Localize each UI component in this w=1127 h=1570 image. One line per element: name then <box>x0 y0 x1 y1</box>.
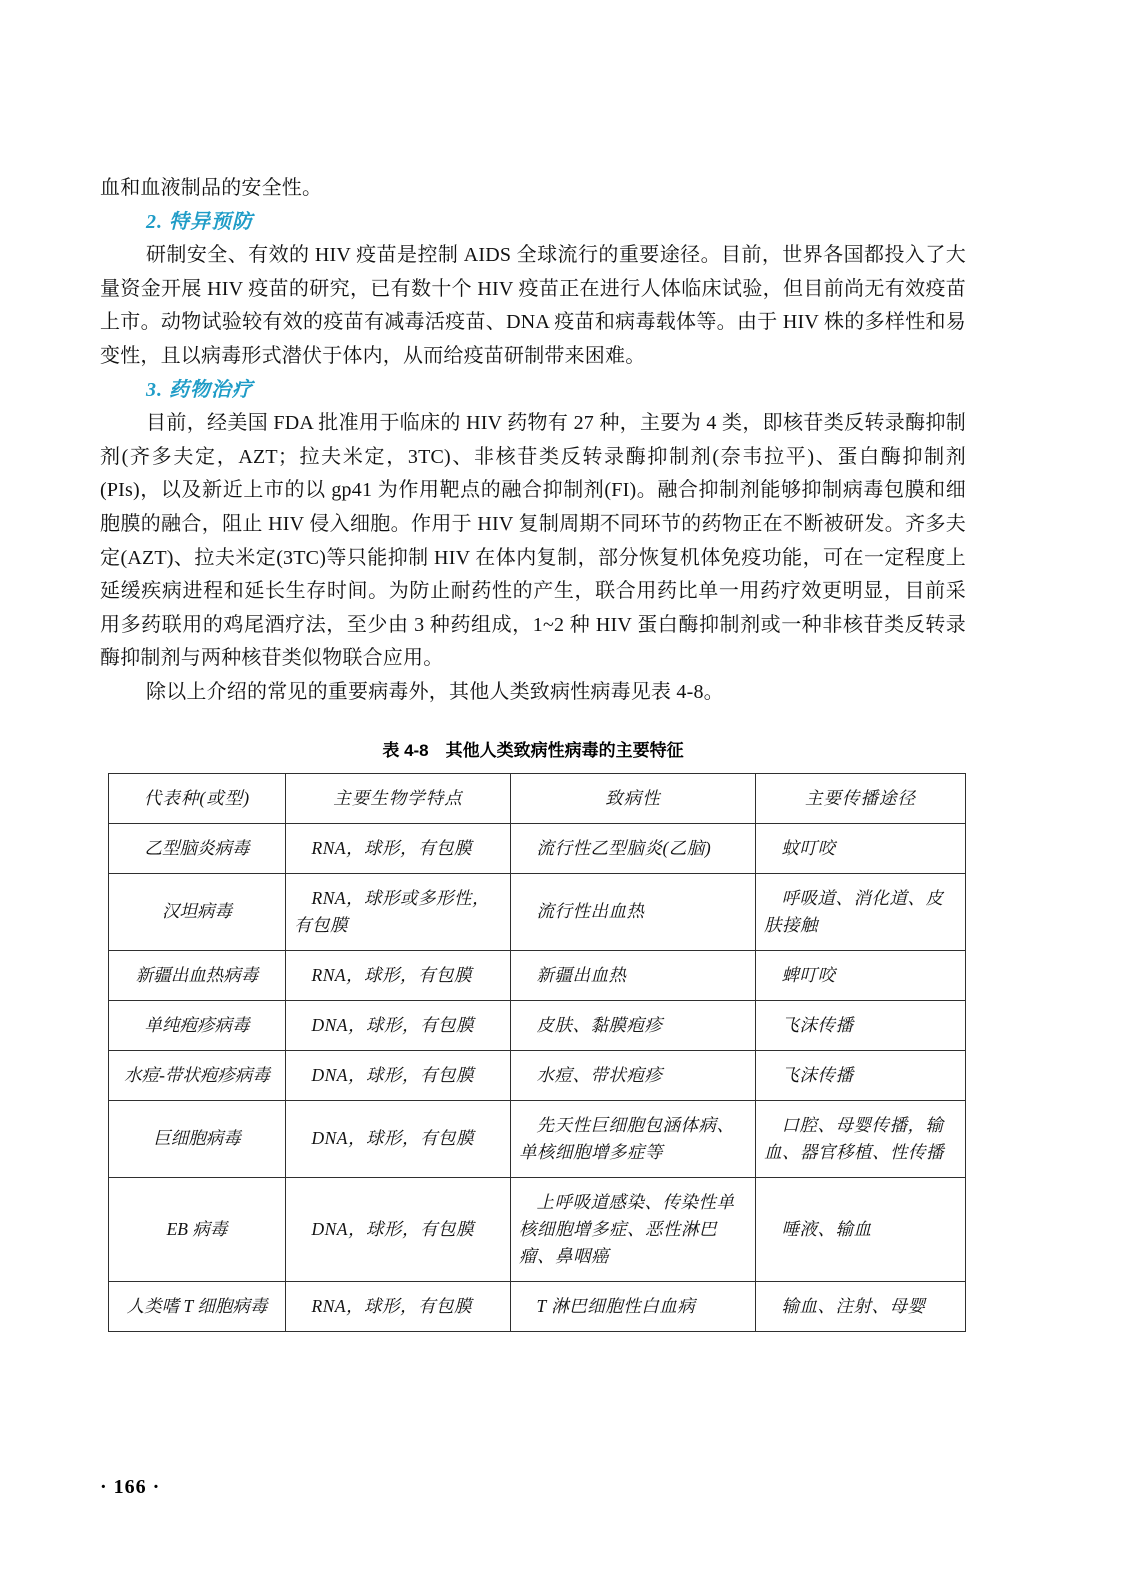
table-row <box>109 1000 966 1050</box>
table-cell: 上呼吸道感染、传染性单核细胞增多症、恶性淋巴瘤、鼻咽癌 <box>511 1177 756 1281</box>
table-cell: RNA，球形或多形性，有包膜 <box>286 873 511 950</box>
table-cell: 乙型脑炎病毒 <box>109 823 286 873</box>
virus-table <box>108 773 966 1332</box>
column-header-pathogenicity: 致病性 <box>511 773 756 823</box>
table-cell: 皮肤、黏膜疱疹 <box>511 1000 756 1050</box>
table-row <box>109 1177 966 1281</box>
paragraph-treatment: 目前，经美国 FDA 批准用于临床的 HIV 药物有 27 种，主要为 4 类，即核苷类反转录酶抑制剂(齐多夫定，AZT；拉夫米定，3TC)、非核苷类反转录酶抑制剂(奈韦拉平)、蛋白酶抑制剂(PIs)，以及新近上市的以 gp41 为作用靶点的融合抑制剂(FI)。融合抑制剂能够抑制病毒包膜和细胞膜的融合，阻止 HIV 侵入细胞。作用于 HIV 复制周期不同环节的药物正在不断被研发。齐多夫定(AZT)、拉夫米定(3TC)等只能抑制 HIV 在体内复制，部分恢复机体免疫功能，可在一定程度上延缓疾病进程和延长生存时间。为防止耐药性的产生，联合用药比单一用药疗效更明显，目前采用多药联用的鸡尾酒疗法，至少由 3 种药组成，1~2 种 HIV 蛋白酶抑制剂或一种非核苷类反转录酶抑制剂与两种核苷类似物联合应用。 <box>100 412 966 670</box>
table-row <box>109 1281 966 1331</box>
table-cell: 巨细胞病毒 <box>109 1100 286 1177</box>
table-caption: 表 4-8 其他人类致病性病毒的主要特征 <box>382 740 684 760</box>
section-heading-specific-prevention: 2. 特异预防 <box>146 210 253 233</box>
paragraph-prevention: 研制安全、有效的 HIV 疫苗是控制 AIDS 全球流行的重要途径。目前，世界各国都投入了大量资金开展 HIV 疫苗的研究，已有数十个 HIV 疫苗正在进行人体临床试验，但目前尚无有效疫苗上市。动物试验较有效的疫苗有减毒活疫苗、DNA 疫苗和病毒载体等。由于 HIV 株的多样性和易变性，且以病毒形式潜伏于体内，从而给疫苗研制带来困难。 <box>100 244 966 367</box>
table-cell: 飞沫传播 <box>756 1050 966 1100</box>
table-cell: 水痘-带状疱疹病毒 <box>109 1050 286 1100</box>
paragraph-table-lead-in: 除以上介绍的常见的重要病毒外，其他人类致病性病毒见表 4-8。 <box>146 680 724 703</box>
table-cell: 新疆出血热病毒 <box>109 950 286 1000</box>
table-header-row <box>109 773 966 823</box>
table-row <box>109 823 966 873</box>
paragraph-intro: 血和血液制品的安全性。 <box>100 177 323 199</box>
table-cell: RNA，球形，有包膜 <box>286 950 511 1000</box>
table-cell: RNA，球形，有包膜 <box>286 823 511 873</box>
table-cell: 水痘、带状疱疹 <box>511 1050 756 1100</box>
table-cell: 汉坦病毒 <box>109 873 286 950</box>
page-number: · 166 · <box>100 1476 161 1498</box>
table-cell: 唾液、输血 <box>756 1177 966 1281</box>
table-row <box>109 1050 966 1100</box>
table-cell: 新疆出血热 <box>511 950 756 1000</box>
table-cell: 蚊叮咬 <box>756 823 966 873</box>
table-cell: T 淋巴细胞性白血病 <box>511 1281 756 1331</box>
section-heading-drug-treatment: 3. 药物治疗 <box>146 378 253 401</box>
table-row <box>109 873 966 950</box>
column-header-transmission: 主要传播途径 <box>756 773 966 823</box>
table-cell: 先天性巨细胞包涵体病、单核细胞增多症等 <box>511 1100 756 1177</box>
column-header-biology: 主要生物学特点 <box>286 773 511 823</box>
table-cell: 单纯疱疹病毒 <box>109 1000 286 1050</box>
table-row <box>109 950 966 1000</box>
table-cell: 流行性乙型脑炎(乙脑) <box>511 823 756 873</box>
table-cell: DNA，球形，有包膜 <box>286 1000 511 1050</box>
table-cell: 飞沫传播 <box>756 1000 966 1050</box>
table-cell: RNA，球形，有包膜 <box>286 1281 511 1331</box>
table-cell: 口腔、母婴传播，输血、器官移植、性传播 <box>756 1100 966 1177</box>
table-row <box>109 1100 966 1177</box>
table-cell: EB 病毒 <box>109 1177 286 1281</box>
table-cell: 蜱叮咬 <box>756 950 966 1000</box>
table-cell: 输血、注射、母婴 <box>756 1281 966 1331</box>
column-header-species: 代表种(或型) <box>109 773 286 823</box>
table-cell: DNA，球形，有包膜 <box>286 1050 511 1100</box>
table-cell: 呼吸道、消化道、皮肤接触 <box>756 873 966 950</box>
table-cell: DNA，球形，有包膜 <box>286 1100 511 1177</box>
page-content <box>100 172 966 1332</box>
table-cell: DNA，球形，有包膜 <box>286 1177 511 1281</box>
table-cell: 流行性出血热 <box>511 873 756 950</box>
table-cell: 人类嗜 T 细胞病毒 <box>109 1281 286 1331</box>
